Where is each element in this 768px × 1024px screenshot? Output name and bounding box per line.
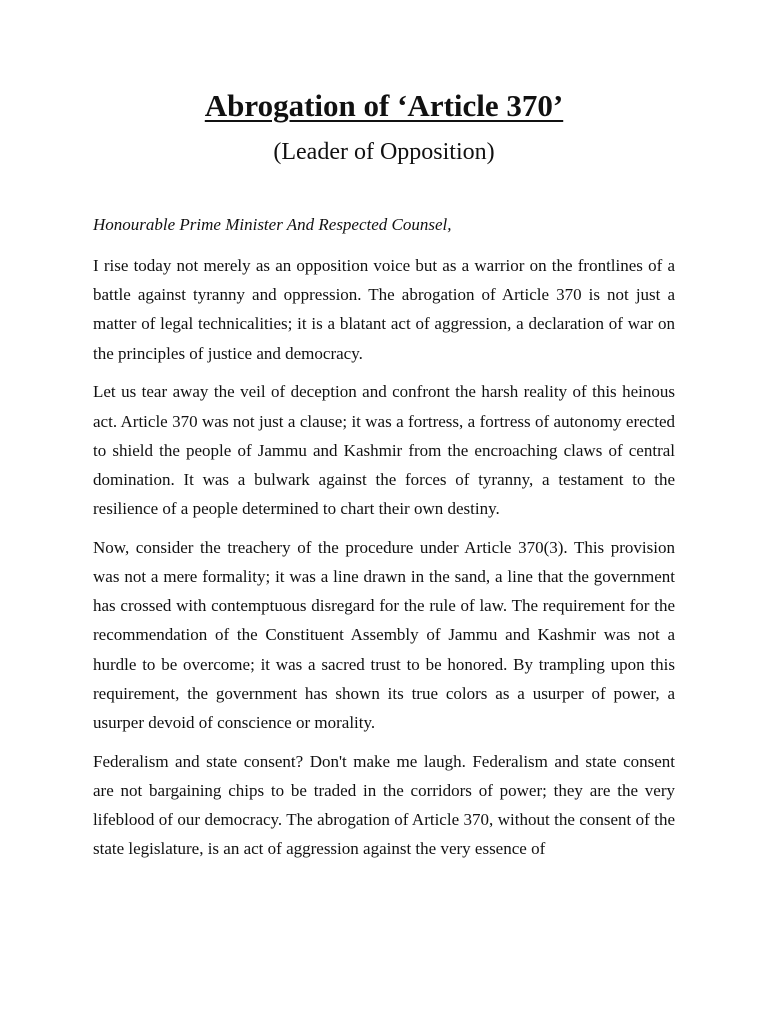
document-title: Abrogation of ‘Article 370’ [204,88,564,123]
paragraph-2: Let us tear away the veil of deception and confront the harsh reality of this heinous act. Article 370 was not just a clause; it was a fortress, a fortress of autonomy erected to shield the people of Jammu and Kashmir from the encroaching claws of central domination. It was a bulwark against the forces of tyranny, a testament to the resilience of a people determined to chart their own destiny. [93,382,675,519]
paragraph-3: Now, consider the treachery of the procedure under Article 370(3). This provision was not a mere formality; it was a line drawn in the sand, a line that the government has crossed with contemptuous disregard for the rule of law. The requirement for the recommendation of the Constituent Assembly of Jammu and Kashmir was not a hurdle to be overcome; it was a sacred trust to be honored. By trampling upon this requirement, the government has shown its true colors as a usurper of power, a usurper devoid of conscience or morality. [93,537,675,733]
paragraph-1: I rise today not merely as an opposition voice but as a warrior on the frontlines of a battle against tyranny and oppression. The abrogation of Article 370 is not just a matter of legal technicalities; it is a blatant act of aggression, a declaration of war on the principles of justice and democracy. [93,256,675,363]
salutation: Honourable Prime Minister And Respected Counsel, [93,215,452,234]
document-body [93,251,675,873]
document-subtitle: (Leader of Opposition) [273,139,495,165]
paragraph-4: Federalism and state consent? Don't make me laugh. Federalism and state consent are not bargaining chips to be traded in the corridors of power; they are the very lifeblood of our democracy. The abrogation of Article 370, without the consent of the state legislature, is an act of aggression against the very essence of [93,751,675,859]
